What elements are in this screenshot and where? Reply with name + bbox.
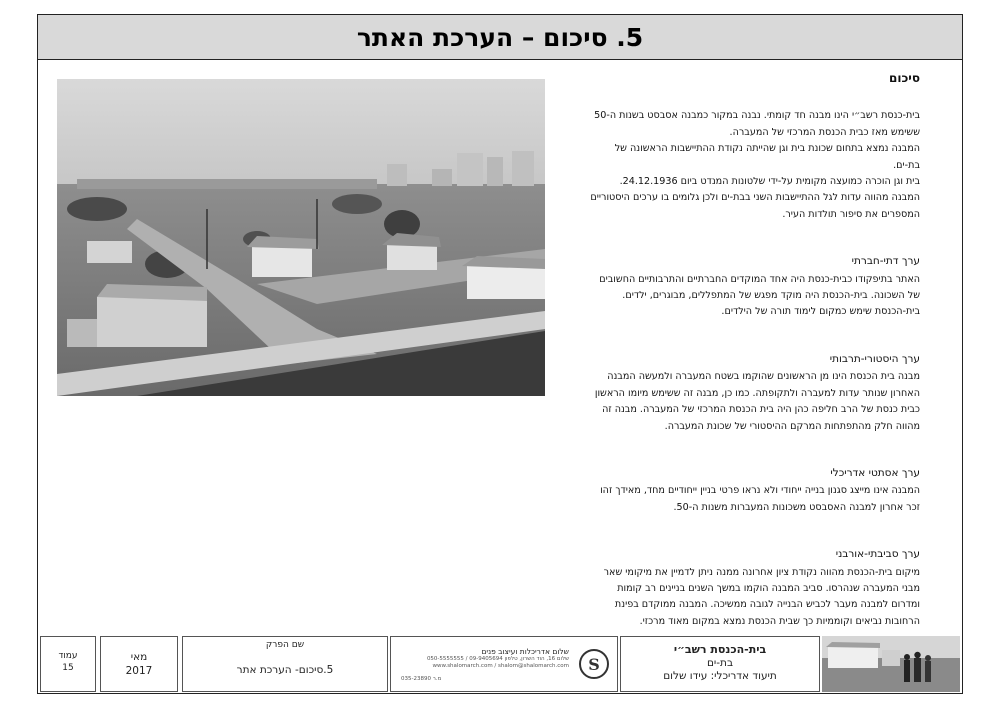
- project-credit: תיעוד אדריכלי: עידו שלום: [663, 670, 777, 682]
- section-heading: ערך דתי-חברתי: [851, 255, 920, 268]
- section-environmental-urban: [590, 546, 920, 630]
- page-header: [38, 15, 962, 60]
- firm-registration: מ.ר 035-23890: [401, 676, 442, 682]
- section-heading: ערך היסטורי-תרבותי: [829, 352, 920, 365]
- chapter-cell: [182, 636, 388, 692]
- firm-cell: [390, 636, 618, 692]
- date-year: 2017: [125, 665, 153, 677]
- firm-name: שלום אדריכלות ועיצוב פנים: [481, 647, 569, 656]
- project-city: בת-ים: [706, 657, 734, 669]
- section-aesthetic-architectural: [590, 465, 920, 516]
- section-historical-cultural: [590, 351, 920, 435]
- date-cell: [100, 636, 178, 692]
- section-body: מיקום בית-הכנסת מהווה נקודת ציון אחרונה ממנה ניתן לדמיין את מיקומי שאר מבני המעברה שנהרסו. סביב המבנה הוקמו במשך השנים בניינים רב קומות ומדרום למבנה מעבר לכביש הבנייה לגובה ממשיכה. המבנה ממוקדם בפינת הרחובות נביאים וקוממיות כך שבית הכנסת נמצא במקום מאוד מרכזי.: [603, 566, 920, 627]
- intro-paragraph: בית וגן הוכרה כמועצה מקומית על-ידי שלטונות המנדט ביום 24.12.1936.: [619, 176, 920, 188]
- project-title: בית-הכנסת רשב״י: [673, 643, 767, 656]
- page-title: 5. סיכום – הערכת האתר: [356, 22, 644, 52]
- intro-paragraph: המבנה נמצא בתחום שכונת בית וגן שהייתה נקודת ההתיישבות הראשונה של בת-ים.: [614, 143, 920, 171]
- section-body: האתר בתיפקודו כבית-כנסת היה אחד המוקדים החברתיים והתרבותיים החשובים של השכונה. בית-הכנסת היה מוקד מפגש של המתפללים, מבוגרים, ילדים. בית-הכנסת שימש כמקום לימוד תורה של הילדים.: [599, 273, 920, 318]
- section-heading: ערך סביבתי-אורבני: [835, 548, 920, 561]
- summary-heading: סיכום: [889, 71, 920, 85]
- page-label: עמוד: [58, 651, 78, 661]
- intro-paragraph: בית-כנסת רשב״י הינו מבנה חד קומתי. נבנה במקור כמבנה אסבסט בשנות ה-50 ששימש מאז כבית הכנסת המרכזי של המעברה.: [594, 110, 920, 138]
- section-religious-social: [590, 253, 920, 321]
- date-month: מאי: [130, 651, 148, 663]
- section-body: מבנה בית הכנסת הינו מן הראשונים שהוקמו בשטח המעברה ולמעשה המבנה האחרון שנותר עדות למעברה ולתקופתה. כמו כן, מבנה זה ששימש מיומו הראשון כבית כנסת של הרב חליפה כהן היה בית הכנסת המרכזי של המעברה. מבנה זה מהווה חלק מהתפתחות המרקם ההיסטורי של שכונת המעברה.: [594, 371, 920, 432]
- page-number-cell: [40, 636, 96, 692]
- firm-contact: שלום 16, הוד השרון, טלפון 09-9405694 / 050-5555555: [426, 656, 569, 662]
- summary-text-column: [590, 70, 920, 630]
- section-heading: ערך אסתטי אדריכלי: [830, 466, 920, 479]
- page-number: 15: [62, 663, 74, 673]
- building-thumbnail-photo: [822, 636, 960, 692]
- historic-photo: [57, 79, 545, 396]
- section-body: המבנה אינו מייצג סגנון בנייה ייחודי ולא נראו פרטי בניין ייחודיים מחד, מאידך זהו זכר אחרון למבנה האסבסט משכונות המעברות משנות ה-50.: [600, 485, 920, 513]
- intro-paragraph: המבנה מהווה עדות לגל ההתיישבות השני בבת-ים ולכן גלומים בו ערכים היסטוריים המספרים את סיפור תולדות העיר.: [590, 192, 920, 220]
- firm-logo-icon: S: [579, 649, 609, 679]
- chapter-label: שם הפרק: [265, 640, 305, 650]
- chapter-value: 5.סיכום- הערכת אתר: [236, 664, 334, 676]
- firm-web: www.shalomarch.com / shalom@shalomarch.com: [432, 663, 569, 669]
- project-cell: [620, 636, 820, 692]
- title-block: [38, 634, 962, 694]
